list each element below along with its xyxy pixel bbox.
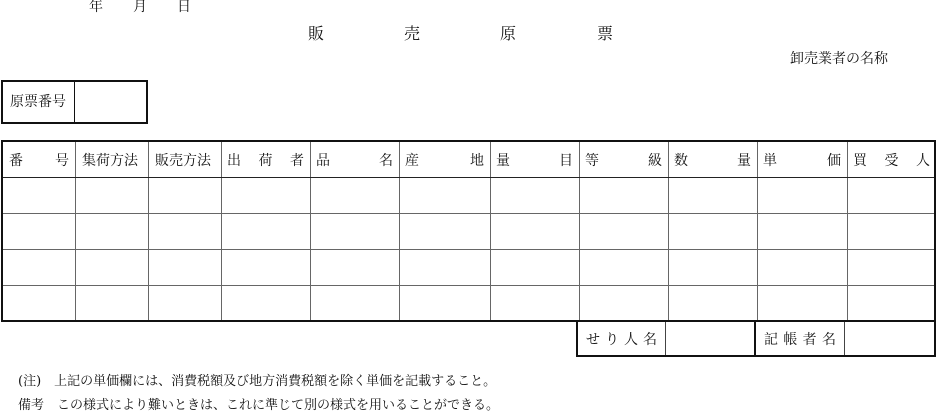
table-cell[interactable] [757, 213, 847, 249]
column-header-char: 者 [290, 152, 304, 169]
table-cell[interactable] [579, 249, 668, 285]
table-cell[interactable] [579, 285, 668, 321]
column-header [310, 142, 399, 177]
column-header-char: 価 [827, 152, 841, 169]
column-header [847, 142, 936, 177]
table-cell[interactable] [310, 249, 399, 285]
auctioneer-label [578, 320, 665, 357]
table-cell[interactable] [148, 213, 221, 249]
column-header-char: 号 [55, 152, 69, 169]
table-cell[interactable] [847, 177, 936, 213]
table-cell[interactable] [668, 249, 757, 285]
column-header [3, 142, 75, 177]
column-header-char: 品 [316, 152, 330, 169]
label-char: 記 [764, 331, 778, 348]
table-cell[interactable] [221, 285, 310, 321]
auctioneer-divider [665, 322, 666, 355]
table-cell[interactable] [148, 285, 221, 321]
remark-text: 備考 この様式により難いときは、これに準じて別の様式を用いることができる。 [18, 398, 500, 413]
column-header [221, 142, 310, 177]
column-header-char: 産 [405, 152, 419, 169]
table-cell[interactable] [221, 177, 310, 213]
table-cell[interactable] [148, 177, 221, 213]
column-header-char: 人 [916, 152, 930, 169]
column-header-char: 目 [559, 152, 573, 169]
table-cell[interactable] [399, 285, 490, 321]
column-header [399, 142, 490, 177]
table-cell[interactable] [490, 285, 579, 321]
date-month-label: 月 [133, 0, 147, 15]
title-char: 販 [308, 24, 325, 43]
table-cell[interactable] [399, 249, 490, 285]
table-cell[interactable] [579, 213, 668, 249]
column-header-char: 名 [379, 152, 393, 169]
table-cell[interactable] [310, 285, 399, 321]
table-cell[interactable] [757, 249, 847, 285]
column-header-text: 集荷方法 [82, 152, 138, 169]
bookkeeper-label [756, 320, 844, 357]
table-cell[interactable] [668, 285, 757, 321]
table-cell[interactable] [221, 249, 310, 285]
table-cell[interactable] [490, 177, 579, 213]
column-header [668, 142, 757, 177]
table-cell[interactable] [310, 177, 399, 213]
column-header [579, 142, 668, 177]
wholesaler-name-label: 卸売業者の名称 [790, 51, 888, 67]
label-char: 名 [643, 331, 657, 348]
table-cell[interactable] [75, 213, 148, 249]
label-char: 人 [624, 331, 638, 348]
note-text: (注) 上記の単価欄には、消費税額及び地方消費税額を除く単価を記載すること。 [18, 374, 497, 389]
date-year-label: 年 [89, 0, 103, 15]
table-cell[interactable] [75, 249, 148, 285]
column-header [75, 142, 148, 177]
column-header [490, 142, 579, 177]
table-cell[interactable] [3, 177, 75, 213]
sales-table [1, 140, 936, 322]
table-cell[interactable] [3, 213, 75, 249]
column-header [148, 142, 221, 177]
slip-number-box [1, 80, 148, 124]
table-cell[interactable] [399, 213, 490, 249]
table-cell[interactable] [757, 285, 847, 321]
label-char: せ [586, 331, 600, 348]
table-cell[interactable] [847, 285, 936, 321]
column-header-char: 受 [884, 152, 899, 169]
label-char: り [605, 331, 619, 348]
label-char: 者 [802, 331, 817, 348]
slip-number-field[interactable] [75, 82, 146, 122]
label-char: 名 [821, 331, 836, 348]
title-char: 原 [500, 24, 517, 43]
column-header-char: 単 [763, 152, 777, 169]
column-header-char: 荷 [258, 152, 273, 169]
table-cell[interactable] [668, 213, 757, 249]
table-cell[interactable] [399, 177, 490, 213]
table-cell[interactable] [75, 177, 148, 213]
column-header-char: 級 [648, 152, 662, 169]
title-char: 売 [404, 24, 421, 43]
column-header [757, 142, 847, 177]
bookkeeper-divider [844, 322, 845, 355]
table-cell[interactable] [579, 177, 668, 213]
slip-number-label: 原票番号 [3, 82, 75, 122]
column-header-char: 数 [674, 152, 688, 169]
table-cell[interactable] [490, 213, 579, 249]
table-cell[interactable] [3, 285, 75, 321]
column-header-char: 番 [9, 152, 23, 169]
column-header-char: 量 [737, 152, 751, 169]
column-header-char: 量 [496, 152, 510, 169]
table-cell[interactable] [490, 249, 579, 285]
column-header-char: 買 [853, 152, 867, 169]
title-char: 票 [597, 24, 614, 43]
bookkeeper-field[interactable] [846, 322, 934, 355]
auctioneer-field[interactable] [667, 322, 754, 355]
table-cell[interactable] [668, 177, 757, 213]
column-header-char: 地 [470, 152, 484, 169]
table-cell[interactable] [847, 213, 936, 249]
column-header-char: 等 [585, 152, 599, 169]
table-cell[interactable] [3, 249, 75, 285]
table-cell[interactable] [148, 249, 221, 285]
table-cell[interactable] [757, 177, 847, 213]
column-header-text: 販売方法 [155, 152, 211, 169]
date-day-label: 日 [177, 0, 191, 15]
table-cell[interactable] [75, 285, 148, 321]
table-cell[interactable] [847, 249, 936, 285]
column-header-char: 出 [227, 152, 241, 169]
label-char: 帳 [783, 331, 798, 348]
table-cell[interactable] [310, 213, 399, 249]
table-cell[interactable] [221, 213, 310, 249]
